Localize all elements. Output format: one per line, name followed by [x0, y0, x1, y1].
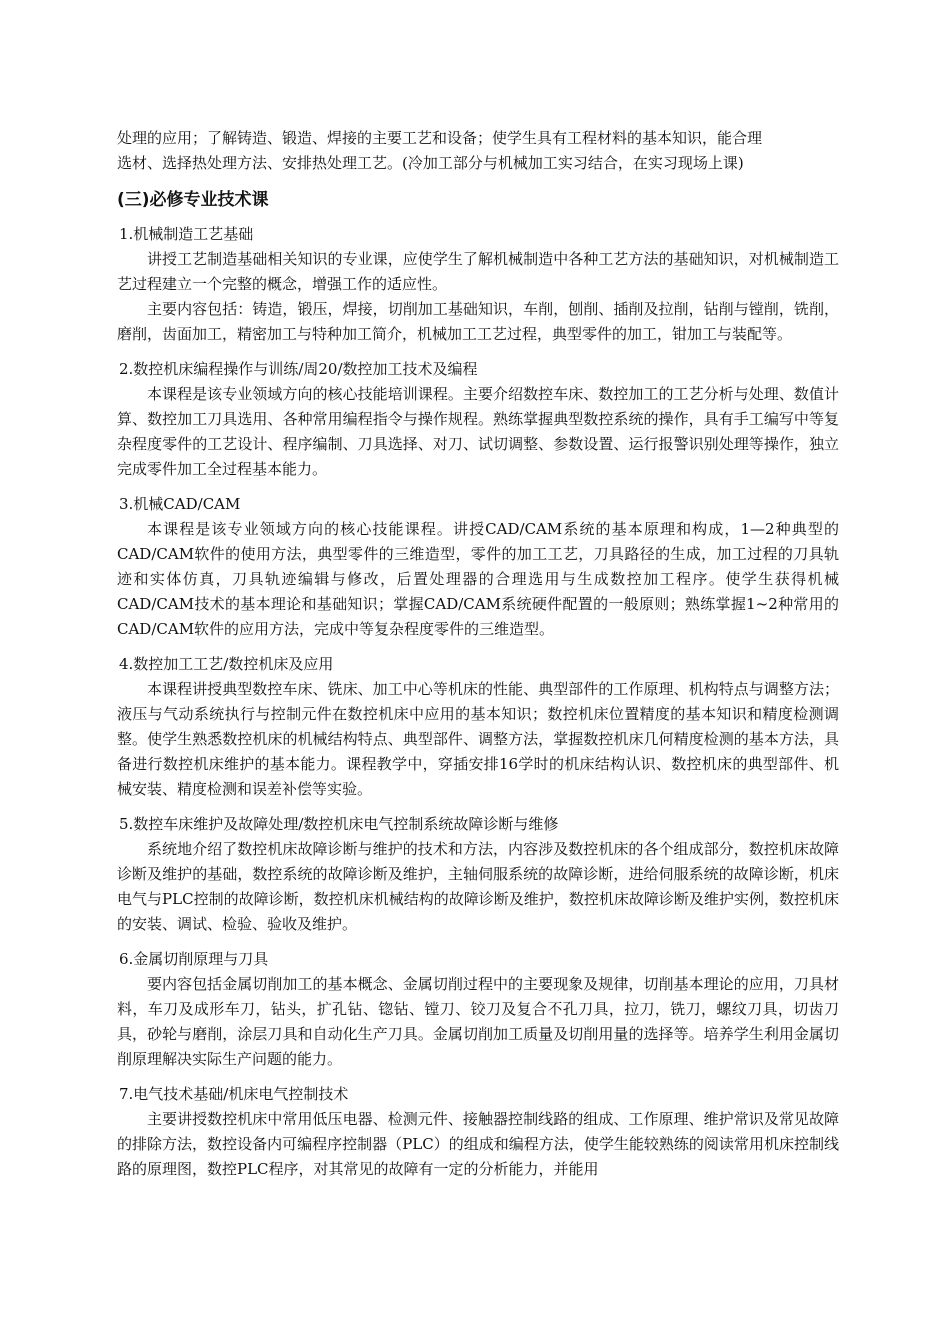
course-item-1 [117, 222, 839, 347]
course-paragraph: 系统地介绍了数控机床故障诊断与维护的技术和方法，内容涉及数控机床的各个组成部分，数控机床故障诊断及维护的基础，数控系统的故障诊断及维护，主轴伺服系统的故障诊断，进给伺服系统的故障诊断，机床电气与PLC控制的故障诊断，数控机床机械结构的故障诊断及维护，数控机床故障诊断及维护实例，数控机床的安装、调试、检验、验收及维护。 [117, 840, 839, 933]
intro-line: 选材、选择热处理方法、安排热处理工艺。(冷加工部分与机械加工实习结合，在实习现场上课) [117, 154, 744, 172]
intro-line: 处理的应用；了解铸造、锻造、焊接的主要工艺和设备；使学生具有工程材料的基本知识，能合理 [117, 129, 763, 147]
course-title: 6.金属切削原理与刀具 [119, 950, 269, 968]
course-item-2 [117, 357, 839, 482]
course-item-3 [117, 492, 839, 642]
course-title: 2.数控机床编程操作与训练/周20/数控加工技术及编程 [119, 360, 478, 378]
course-paragraph: 要内容包括金属切削加工的基本概念、金属切削过程中的主要现象及规律，切削基本理论的应用，刀具材料，车刀及成形车刀，钻头，扩孔钻、锪钻、镗刀、铰刀及复合不孔刀具，拉刀，铣刀，螺纹刀具，切齿刀具，砂轮与磨削，涂层刀具和自动化生产刀具。金属切削加工质量及切削用量的选择等。培养学生利用金属切削原理解决实际生产问题的能力。 [117, 975, 839, 1068]
course-paragraph: 讲授工艺制造基础相关知识的专业课，应使学生了解机械制造中各种工艺方法的基础知识，对机械制造工艺过程建立一个完整的概念，增强工作的适应性。 [117, 250, 839, 293]
course-paragraph: 本课程是该专业领域方向的核心技能课程。讲授CAD/CAM系统的基本原理和构成，1—2种典型的CAD/CAM软件的使用方法，典型零件的三维造型，零件的加工工艺，刀具路径的生成，加工过程的刀具轨迹和实体仿真，刀具轨迹编辑与修改，后置处理器的合理选用与生成数控加工程序。使学生获得机械CAD/CAM技术的基本理论和基础知识；掌握CAD/CAM系统硬件配置的一般原则；熟练掌握1~2种常用的CAD/CAM软件的应用方法，完成中等复杂程度零件的三维造型。 [117, 520, 839, 638]
course-paragraph: 本课程是该专业领域方向的核心技能培训课程。主要介绍数控车床、数控加工的工艺分析与处理、数值计算、数控加工刀具选用、各种常用编程指令与操作规程。熟练掌握典型数控系统的操作，具有手工编写中等复杂程度零件的工艺设计、程序编制、刀具选择、对刀、试切调整、参数设置、运行报警识别处理等操作，独立完成零件加工全过程基本能力。 [117, 385, 839, 478]
course-title: 3.机械CAD/CAM [119, 495, 241, 513]
course-item-7 [117, 1082, 839, 1182]
course-paragraph: 主要内容包括：铸造，锻压，焊接，切削加工基础知识，车削，刨削、插削及拉削，钻削与镗削，铣削，磨削，齿面加工，精密加工与特种加工简介，机械加工工艺过程，典型零件的加工，钳加工与装配等。 [117, 300, 839, 343]
course-item-6 [117, 947, 839, 1072]
section-heading: (三)必修专业技术课 [117, 190, 269, 210]
course-item-4 [117, 652, 839, 802]
course-title: 5.数控车床维护及故障处理/数控机床电气控制系统故障诊断与维修 [119, 815, 559, 833]
course-title: 7.电气技术基础/机床电气控制技术 [119, 1085, 349, 1103]
course-paragraph: 主要讲授数控机床中常用低压电器、检测元件、接触器控制线路的组成、工作原理、维护常识及常见故障的排除方法，数控设备内可编程序控制器（PLC）的组成和编程方法，使学生能较熟练的阅读常用机床控制线路的原理图，数控PLC程序，对其常见的故障有一定的分析能力，并能用 [117, 1110, 839, 1178]
course-title: 4.数控加工工艺/数控机床及应用 [119, 655, 334, 673]
course-item-5 [117, 812, 839, 937]
document-page [117, 126, 839, 1182]
course-paragraph: 本课程讲授典型数控车床、铣床、加工中心等机床的性能、典型部件的工作原理、机构特点与调整方法；液压与气动系统执行与控制元件在数控机床中应用的基本知识；数控机床位置精度的基本知识和精度检测调整。使学生熟悉数控机床的机械结构特点、典型部件、调整方法，掌握数控机床几何精度检测的基本方法，具备进行数控机床维护的基本能力。课程教学中，穿插安排16学时的机床结构认识、数控机床的典型部件、机械安装、精度检测和误差补偿等实验。 [117, 680, 839, 798]
course-title: 1.机械制造工艺基础 [119, 225, 254, 243]
